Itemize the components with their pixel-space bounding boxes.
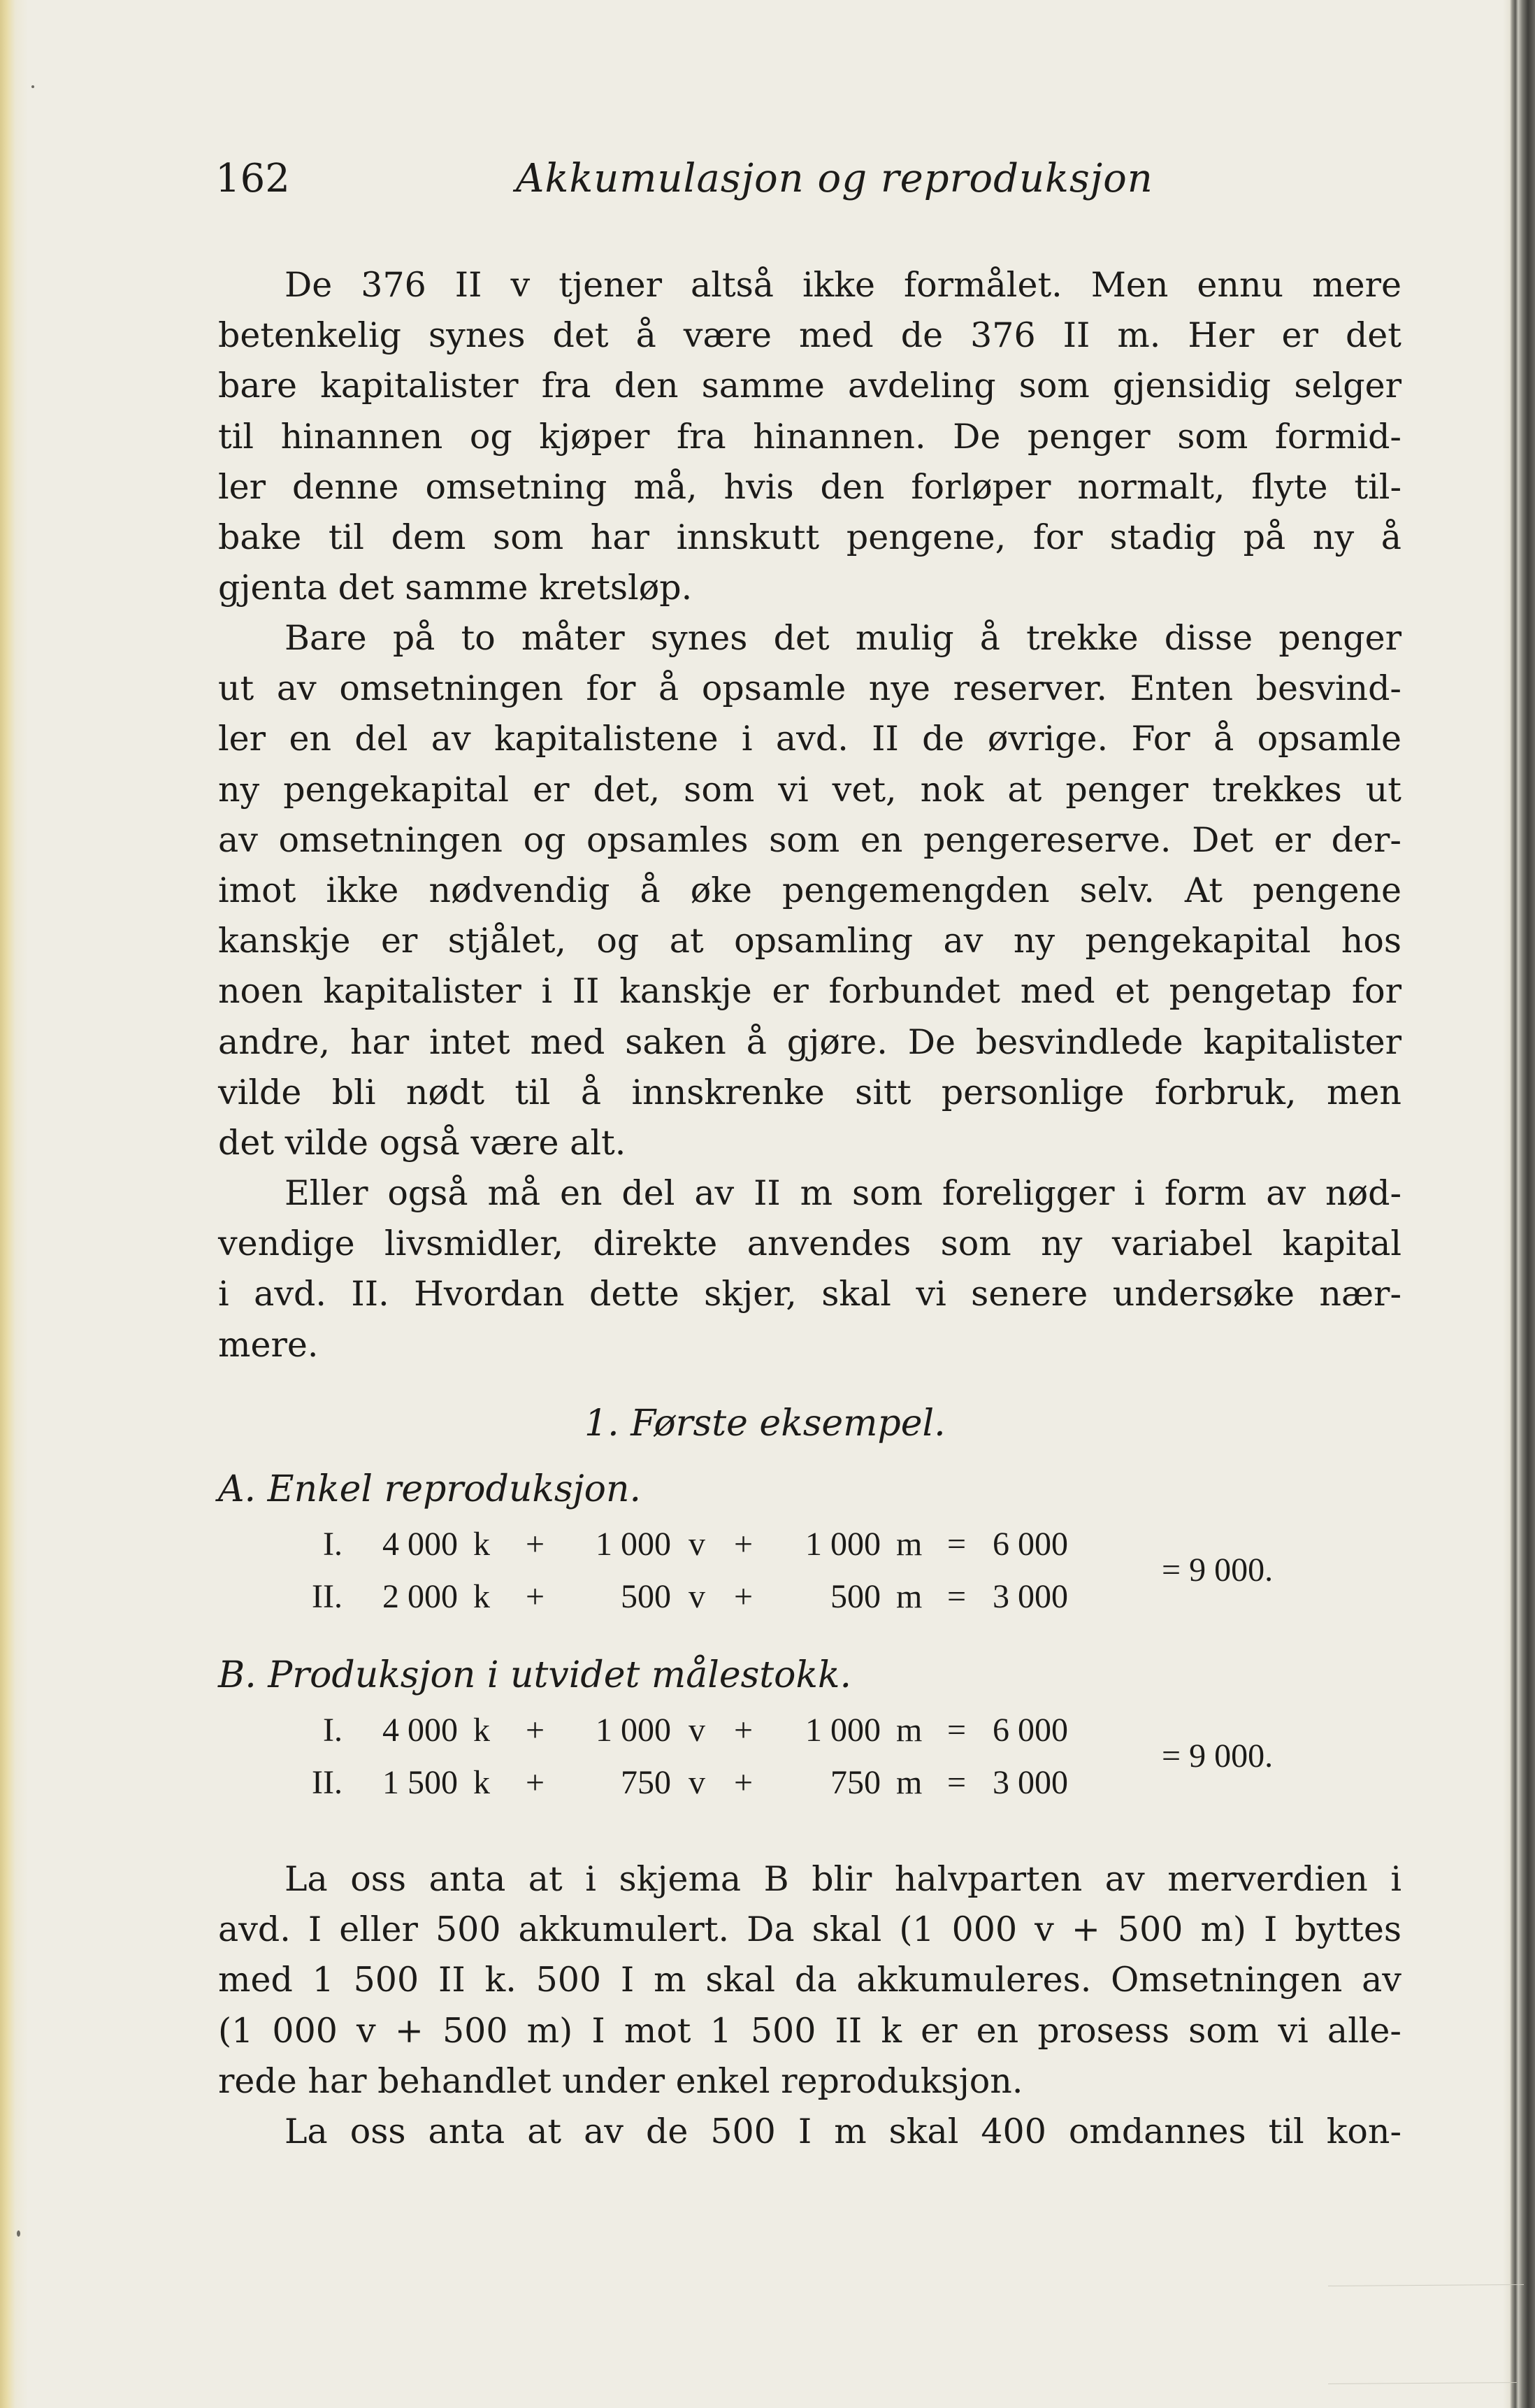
m-unit: m	[896, 1578, 923, 1615]
text-line: kanskje er stjålet, og at opsamling av ny pengekapital hos	[218, 921, 1401, 961]
text-line: ler denne omsetning må, hvis den forløper normalt, flyte til-	[218, 466, 1401, 507]
text-line: i avd. II. Hvordan dette skjer, skal vi senere undersøke nær-	[218, 1274, 1401, 1314]
v-unit: v	[689, 1764, 705, 1801]
text-line: mere.	[218, 1324, 319, 1365]
text-line: imot ikke nødvendig å øke pengemengden selv. At pengene	[218, 870, 1401, 910]
v-unit: v	[689, 1712, 705, 1749]
plus-sign: +	[734, 1526, 754, 1563]
text-line: Bare på to måter synes det mulig å trekke disse penger	[284, 618, 1401, 658]
text-line: La oss anta at av de 500 I m skal 400 omdannes til kon-	[284, 2112, 1401, 2151]
text-line: La oss anta at i skjema B blir halvparten av merverdien i	[284, 1859, 1401, 1899]
text-line: rede har behandlet under enkel reproduksjon.	[218, 2061, 1023, 2101]
row-label: II.	[312, 1764, 343, 1801]
scheme-a-row-1	[0, 1520, 1535, 1569]
plus-sign: +	[526, 1526, 545, 1563]
k-value: 1 500	[382, 1764, 458, 1801]
equals-sign: =	[947, 1526, 967, 1563]
v-value: 1 000	[596, 1526, 671, 1563]
k-unit: k	[473, 1764, 490, 1801]
text-line: avd. I eller 500 akkumulert. Da skal (1 000 v + 500 m) I byttes	[218, 1909, 1401, 1950]
text-line: ut av omsetningen for å opsamle nye reserver. Enten besvind-	[218, 668, 1401, 709]
plus-sign: +	[734, 1578, 754, 1615]
text-line: ler en del av kapitalistene i avd. II de øvrige. For å opsamle	[218, 719, 1401, 759]
equals-sign: =	[947, 1764, 967, 1801]
k-value: 4 000	[382, 1712, 458, 1749]
equals-sign: =	[947, 1578, 967, 1615]
v-value: 1 000	[596, 1712, 671, 1749]
scheme-b-row-1	[0, 1706, 1535, 1755]
k-value: 4 000	[382, 1526, 458, 1563]
v-value: 750	[621, 1764, 671, 1801]
m-unit: m	[896, 1764, 923, 1801]
row-label: II.	[312, 1578, 343, 1615]
plus-sign: +	[734, 1712, 754, 1749]
scheme-a-grand-total: = 9 000.	[1162, 1551, 1274, 1589]
v-unit: v	[689, 1526, 705, 1563]
plus-sign: +	[734, 1764, 754, 1801]
m-value: 750	[830, 1764, 881, 1801]
text-line: betenkelig synes det å være med de 376 II m. Her er det	[218, 315, 1401, 356]
scan-speck	[31, 85, 34, 88]
text-line: noen kapitalister i II kanskje er forbundet med et pengetap for	[218, 971, 1401, 1012]
row-label: I.	[323, 1526, 343, 1563]
running-title: Akkumulasjon og reproduksjon	[516, 156, 1153, 201]
scheme-b-title: B. Produksjon i utvidet målestokk.	[218, 1654, 852, 1696]
paragraph-5	[218, 2107, 1401, 2157]
row-total: 6 000	[993, 1712, 1068, 1749]
text-line: De 376 II v tjener altså ikke formålet. Men ennu mere	[284, 265, 1401, 305]
scheme-a-row-2	[0, 1572, 1535, 1621]
v-unit: v	[689, 1578, 705, 1615]
text-line: bare kapitalister fra den samme avdeling som gjensidig selger	[218, 366, 1401, 406]
m-value: 500	[830, 1578, 881, 1615]
text-line: vendige livsmidler, direkte anvendes som ny variabel kapital	[218, 1224, 1401, 1264]
text-line: (1 000 v + 500 m) I mot 1 500 II k er en prosess som vi alle-	[218, 2010, 1401, 2051]
text-line: det vilde også være alt.	[218, 1122, 626, 1163]
row-total: 3 000	[993, 1578, 1068, 1615]
k-unit: k	[473, 1526, 490, 1563]
row-total: 6 000	[993, 1526, 1068, 1563]
scan-speck	[17, 2230, 20, 2237]
m-value: 1 000	[805, 1526, 881, 1563]
text-line: Eller også må en del av II m som foreligger i form av nød-	[284, 1173, 1401, 1213]
paper-crease	[1328, 2284, 1524, 2286]
text-line: med 1 500 II k. 500 I m skal da akkumuleres. Omsetningen av	[218, 1960, 1401, 2000]
paragraph-2	[218, 613, 1401, 1168]
k-value: 2 000	[382, 1578, 458, 1615]
paragraph-4	[218, 1854, 1401, 2107]
text-line: til hinannen og kjøper fra hinannen. De penger som formid-	[218, 416, 1401, 457]
section-heading: 1. Første eksempel.	[584, 1403, 946, 1445]
row-label: I.	[323, 1712, 343, 1749]
paragraph-1	[218, 260, 1401, 613]
m-value: 1 000	[805, 1712, 881, 1749]
text-line: vilde bli nødt til å innskrenke sitt personlige forbruk, men	[218, 1072, 1401, 1112]
scheme-b-row-2	[0, 1758, 1535, 1807]
k-unit: k	[473, 1578, 490, 1615]
k-unit: k	[473, 1712, 490, 1749]
equals-sign: =	[947, 1712, 967, 1749]
m-unit: m	[896, 1712, 923, 1749]
plus-sign: +	[526, 1578, 545, 1615]
v-value: 500	[621, 1578, 671, 1615]
text-line: andre, har intet med saken å gjøre. De besvindlede kapitalister	[218, 1022, 1401, 1062]
m-unit: m	[896, 1526, 923, 1563]
text-line: av omsetningen og opsamles som en pengereserve. Det er der-	[218, 819, 1401, 860]
paragraph-3	[218, 1168, 1401, 1370]
scheme-b-grand-total: = 9 000.	[1162, 1737, 1274, 1775]
plus-sign: +	[526, 1764, 545, 1801]
scheme-a-title: A. Enkel reproduksjon.	[218, 1468, 642, 1510]
text-line: gjenta det samme kretsløp.	[218, 568, 693, 608]
row-total: 3 000	[993, 1764, 1068, 1801]
text-line: bake til dem som har innskutt pengene, for stadig på ny å	[218, 517, 1401, 557]
text-line: ny pengekapital er det, som vi vet, nok at penger trekkes ut	[218, 769, 1401, 810]
page-number: 162	[215, 156, 290, 201]
plus-sign: +	[526, 1712, 545, 1749]
paper-crease	[1328, 2382, 1517, 2384]
